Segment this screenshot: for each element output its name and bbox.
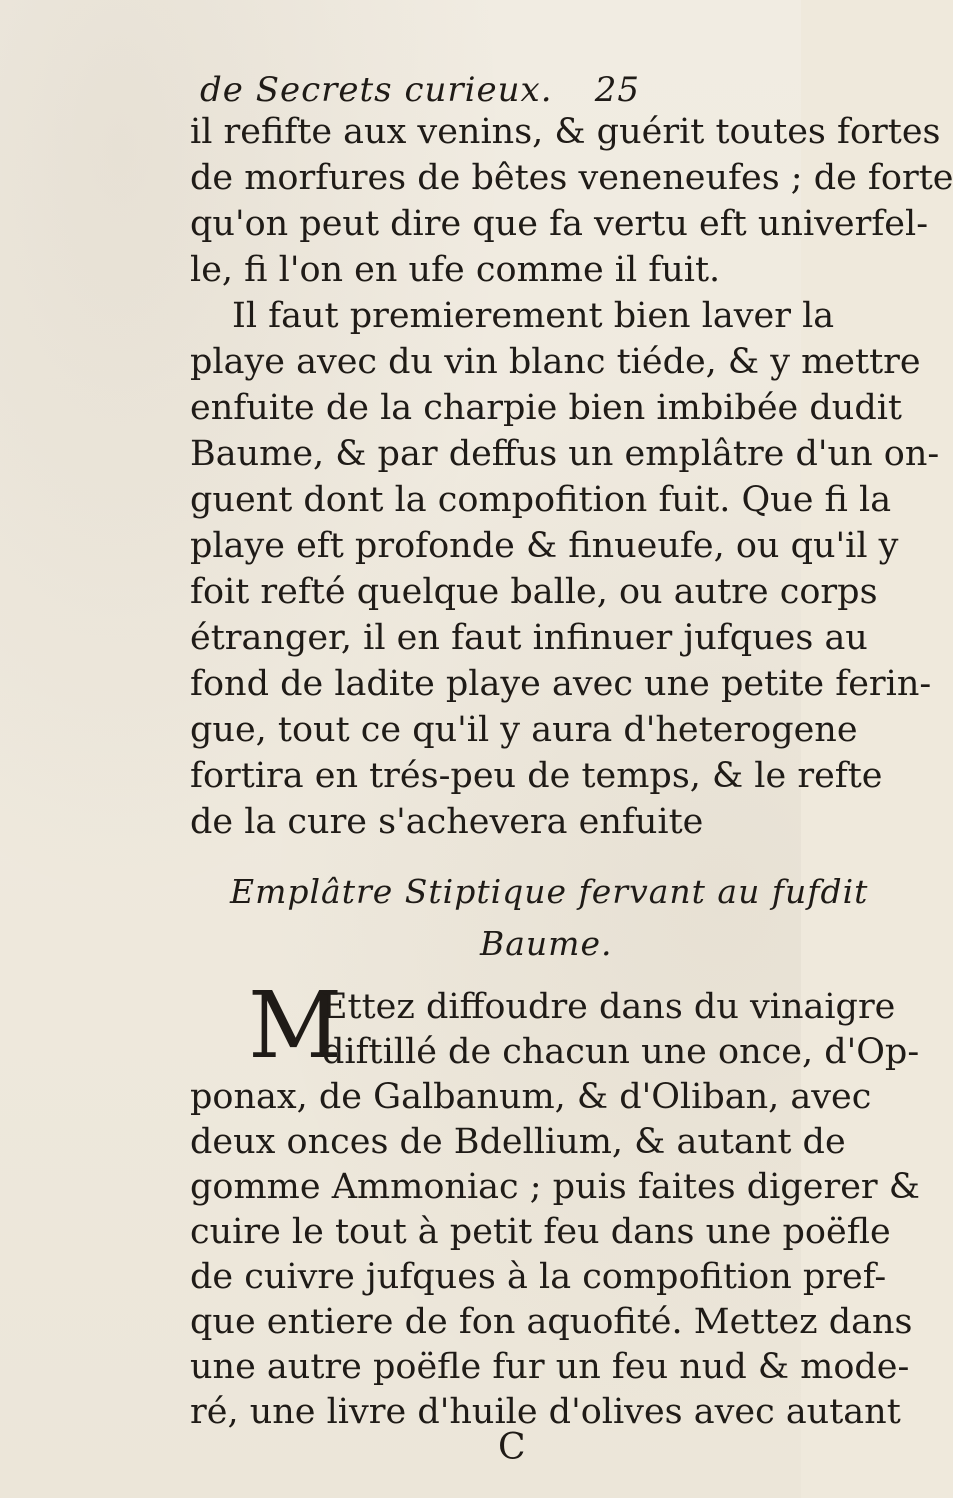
text-line: Baume, & par deffus un emplâtre d'un on- [190, 434, 940, 474]
text-line: il refifte aux venins, & guérit toutes fortes [190, 112, 941, 152]
text-line: que entiere de fon aquofité. Mettez dans [190, 1302, 913, 1342]
text-line: gue, tout ce qu'il y aura d'heterogene [190, 710, 858, 750]
text-line: Il faut premierement bien laver la [232, 296, 835, 336]
text-line: deux onces de Bdellium, & autant de [190, 1122, 846, 1162]
text-line: étranger, il en faut infinuer jufques au [190, 618, 868, 658]
text-line: guent dont la compofition fuit. Que fi la [190, 480, 892, 520]
section-heading-line-1: Emplâtre Stiptique fervant au fufdit [230, 872, 869, 911]
text-line: de cuivre jufques à la compofition pref- [190, 1257, 887, 1297]
running-header [200, 70, 640, 114]
drop-cap: M [248, 972, 343, 1079]
text-line: Ettez diffoudre dans du vinaigre [322, 987, 896, 1027]
section-heading-line-2: Baume. [480, 924, 613, 963]
page-number: 25 [594, 70, 640, 110]
running-title: de Secrets curieux. [200, 70, 553, 110]
text-line: playe eft profonde & finueufe, ou qu'il y [190, 526, 899, 566]
text-line: ponax, de Galbanum, & d'Oliban, avec [190, 1077, 872, 1117]
text-line: fond de ladite playe avec une petite ferin- [190, 664, 932, 704]
text-line: gomme Ammoniac ; puis faites digerer & [190, 1167, 920, 1207]
text-line: une autre poëfle fur un feu nud & mode- [190, 1347, 910, 1387]
text-line: de la cure s'achevera enfuite [190, 802, 704, 842]
text-line: ré, une livre d'huile d'olives avec autant [190, 1392, 901, 1432]
text-line: foit refté quelque balle, ou autre corps [190, 572, 878, 612]
text-line: le, fi l'on en ufe comme il fuit. [190, 250, 721, 290]
text-line: fortira en trés-peu de temps, & le refte [190, 756, 883, 796]
text-line: de morfures de bêtes veneneufes ; de forte [190, 158, 953, 198]
text-line: playe avec du vin blanc tiéde, & y mettre [190, 342, 921, 382]
text-line: cuire le tout à petit feu dans une poëfle [190, 1212, 891, 1252]
text-line: qu'on peut dire que fa vertu eft univerfel- [190, 204, 929, 244]
text-line: enfuite de la charpie bien imbibée dudit [190, 388, 902, 428]
text-line: diftillé de chacun une once, d'Op- [322, 1032, 920, 1072]
signature-mark: C [498, 1427, 526, 1468]
